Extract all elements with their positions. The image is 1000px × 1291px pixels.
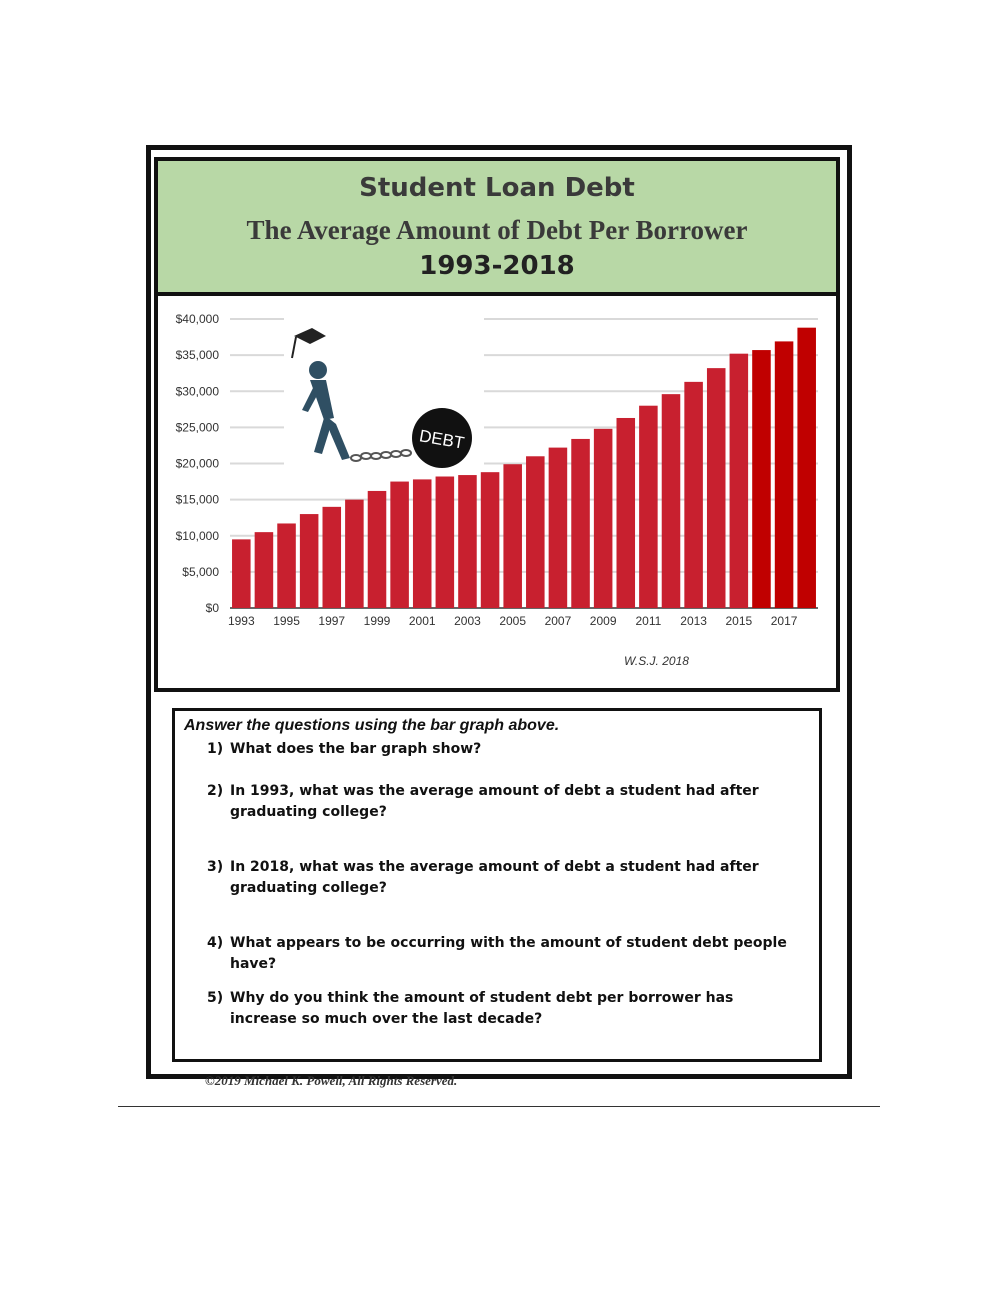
x-tick-label: 1997	[318, 614, 346, 628]
bar-2000	[390, 482, 409, 608]
bar-2007	[549, 448, 568, 608]
question-text: Why do you think the amount of student debt per borrower has increase so much over the last decade?	[230, 990, 734, 1027]
question-item	[207, 781, 797, 823]
page-title: Student Loan Debt	[359, 173, 635, 203]
x-tick-label: 1995	[273, 614, 300, 628]
y-tick-label: $40,000	[175, 312, 219, 326]
question-number: 4)	[207, 935, 224, 951]
x-tick-label: 1999	[363, 614, 391, 628]
y-tick-label: $15,000	[175, 492, 219, 507]
x-tick-label: 2001	[408, 614, 436, 628]
y-axis-ticks	[176, 312, 220, 615]
bar-2017	[775, 341, 794, 608]
bar-2004	[481, 472, 500, 608]
bar-2015	[730, 354, 749, 608]
bar-2002	[436, 477, 455, 609]
question-text: What appears to be occurring with the amount of student debt people have?	[230, 935, 787, 972]
x-tick-label: 2005	[499, 614, 527, 628]
x-tick-label: 2009	[589, 614, 617, 628]
page-subtitle: The Average Amount of Debt Per Borrower	[246, 215, 748, 245]
bar-1994	[255, 532, 274, 608]
y-tick-label: $25,000	[175, 420, 219, 435]
y-tick-label: $0	[205, 601, 219, 615]
question-text: What does the bar graph show?	[230, 741, 482, 757]
year-range: 1993-2018	[419, 251, 575, 281]
question-text: In 2018, what was the average amount of debt a student had after graduating college?	[230, 859, 759, 896]
bar-2001	[413, 479, 432, 608]
bar-2011	[639, 406, 658, 608]
x-tick-label: 2015	[725, 614, 753, 628]
question-number: 1)	[207, 741, 224, 757]
bar-2014	[707, 368, 726, 608]
y-tick-label: $35,000	[175, 348, 219, 363]
bar-1999	[368, 491, 387, 608]
bar-2003	[458, 475, 477, 608]
y-tick-label: $20,000	[175, 456, 219, 471]
question-item	[207, 988, 797, 1030]
x-tick-label: 2013	[680, 614, 707, 628]
bar-chart	[154, 292, 840, 692]
bar-2010	[617, 418, 636, 608]
question-text: In 1993, what was the average amount of debt a student had after graduating college?	[230, 783, 759, 820]
bar-2009	[594, 429, 613, 608]
bar-1996	[300, 514, 319, 608]
x-tick-label: 2017	[770, 614, 798, 628]
copyright-notice: ©2019 Michael K. Powell, All Rights Reserved.	[205, 1073, 458, 1088]
bar-1997	[323, 507, 342, 608]
question-item	[207, 933, 797, 975]
x-tick-label: 2003	[454, 614, 481, 628]
x-tick-label: 2007	[544, 614, 572, 628]
debt-ball-label: DEBT	[417, 426, 466, 453]
question-number: 2)	[207, 783, 224, 799]
y-tick-label: $10,000	[175, 528, 219, 543]
y-tick-label: $30,000	[175, 384, 219, 399]
bar-2016	[752, 350, 771, 608]
bar-2013	[684, 382, 703, 608]
bar-1993	[232, 539, 251, 608]
bar-2012	[662, 394, 681, 608]
bar-1998	[345, 500, 364, 608]
title-banner	[154, 157, 840, 299]
chart-source: W.S.J. 2018	[624, 654, 689, 668]
bar-1995	[277, 523, 296, 608]
bar-2018	[797, 328, 816, 608]
question-item	[207, 857, 797, 899]
question-item	[207, 739, 797, 760]
y-tick-label: $5,000	[182, 564, 219, 579]
bar-2005	[503, 464, 522, 608]
x-tick-label: 2011	[635, 614, 662, 628]
bar-2008	[571, 439, 590, 608]
x-tick-label: 1993	[227, 614, 255, 628]
x-axis-ticks	[228, 614, 798, 628]
page-divider	[118, 1106, 880, 1107]
question-number: 5)	[207, 990, 224, 1006]
graduate-ball-and-chain-icon	[284, 318, 484, 468]
bar-2006	[526, 456, 545, 608]
question-number: 3)	[207, 859, 224, 875]
questions-box	[172, 708, 822, 1062]
questions-heading: Answer the questions using the bar graph above.	[184, 717, 560, 734]
